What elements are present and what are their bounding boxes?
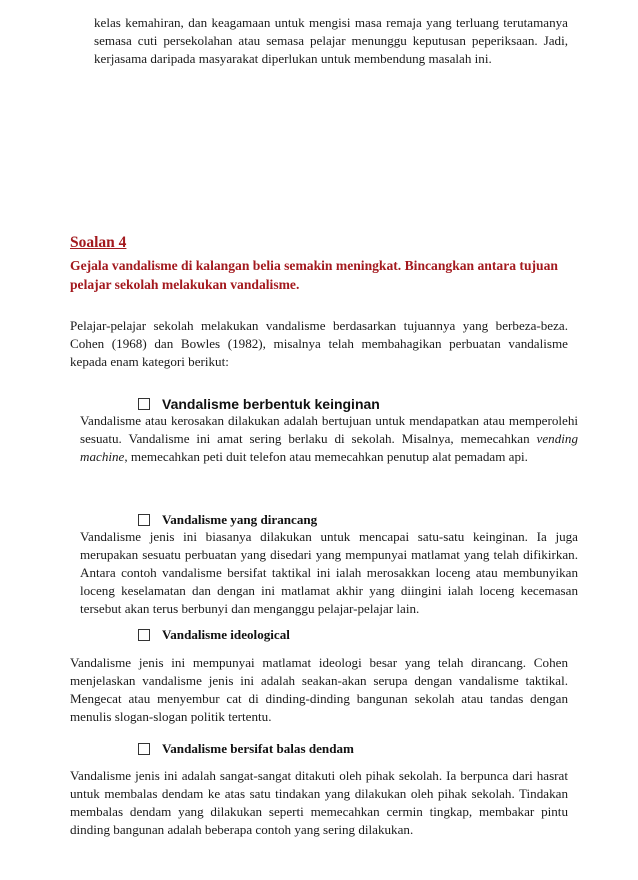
section-body-keinginan: [70, 412, 578, 466]
checkbox-square-icon: [138, 629, 150, 641]
section-body-ideological: Vandalisme jenis ini mempunyai matlamat ideologi besar yang telah dirancang. Cohen menjelaskan vandalisme jenis ini adalah seakan-akan serupa dengan vandalisme taktikal. Mengecat atau menyembur cat di dinding-dinding bangunan sekolah atau tandas dengan menulis slogan-slogan politik tertentu.: [70, 655, 568, 724]
section-heading-label: Vandalisme berbentuk keinginan: [162, 396, 380, 412]
intro-answer-paragraph: Pelajar-pelajar sekolah melakukan vandalisme berdasarkan tujuannya yang berbeza-beza. Cohen (1968) dan Bowles (1982), misalnya telah membahagikan perbuatan vandalisme kepada enam kategori berikut:: [70, 318, 568, 369]
section-heading-label: Vandalisme bersifat balas dendam: [162, 741, 354, 756]
section-heading-dirancang: [138, 511, 317, 529]
section-heading-label: Vandalisme ideological: [162, 627, 290, 642]
section-heading-keinginan: [138, 395, 380, 413]
section-title: Soalan 4: [70, 234, 127, 251]
checkbox-square-icon: [138, 743, 150, 755]
question-text: Gejala vandalisme di kalangan belia semakin meningkat. Bincangkan antara tujuan pelajar sekolah melakukan vandalisme.: [70, 258, 558, 292]
checkbox-square-icon: [138, 514, 150, 526]
body-text: , memecahkan peti duit telefon atau memecahkan penutup alat pemadam api.: [124, 449, 528, 464]
intro-paragraph: kelas kemahiran, dan keagamaan untuk mengisi masa remaja yang terluang terutamanya semasa cuti persekolahan atau semasa pelajar menunggu keputusan peperiksaan. Jadi, kerjasama daripada masyarakat diperlukan untuk membendung masalah ini.: [94, 15, 568, 66]
section-body-dirancang: Vandalisme jenis ini biasanya dilakukan untuk mencapai satu-satu keinginan. Ia juga merupakan sesuatu perbuatan yang disedari yang mempunyai matlamat yang telah difikirkan. Antara contoh vandalisme bersifat taktikal ini ialah merosakkan loceng atau membunyikan loceng keselamatan dan dengan ini matlamat akhir yang diingini ialah loceng kecemasan tersebut akan terus berbunyi dan menganggu pelajar-pelajar lain.: [80, 529, 578, 616]
section-heading-ideological: [138, 626, 290, 644]
section-heading-balas-dendam: [138, 740, 354, 758]
body-italic-term: vending machine: [80, 431, 578, 464]
body-text: Vandalisme atau kerosakan dilakukan adalah bertujuan untuk mendapatkan atau memperolehi sesuatu. Vandalisme ini amat sering berlaku di sekolah. Misalnya, memecahkan: [80, 413, 578, 446]
checkbox-square-icon: [138, 398, 150, 410]
section-heading-label: Vandalisme yang dirancang: [162, 512, 318, 527]
section-body-balas-dendam: Vandalisme jenis ini adalah sangat-sangat ditakuti oleh pihak sekolah. Ia berpunca dari hasrat untuk membalas dendam ke atas satu tindakan yang dilakukan oleh pihak sekolah. Tindakan membalas dendam yang dilakukan seperti memecahkan cermin tingkap, membakar pintu dinding bangunan adalah beberapa contoh yang sering dilakukan.: [70, 768, 568, 837]
